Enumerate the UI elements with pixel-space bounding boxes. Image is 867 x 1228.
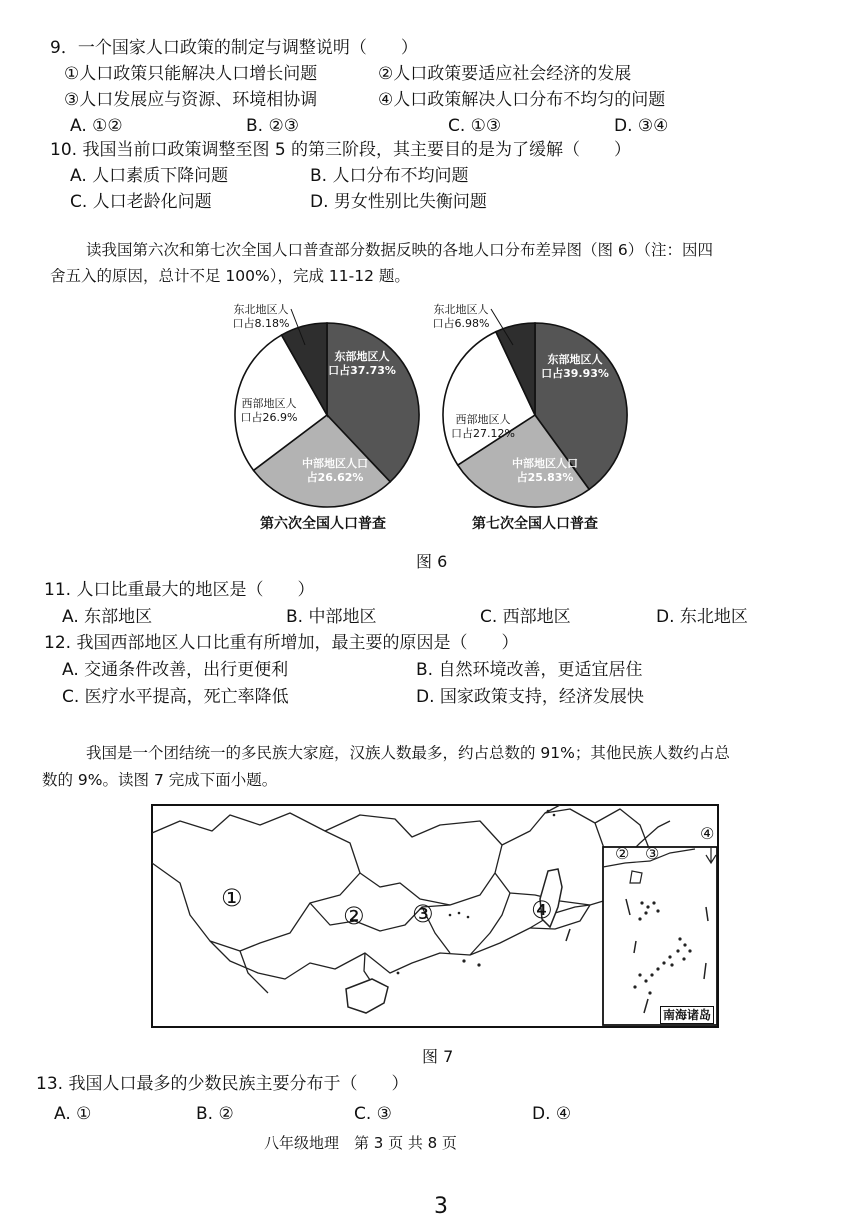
q9-option-2: ②人口政策要适应社会经济的发展	[378, 64, 632, 84]
map-region-2: ②	[343, 902, 365, 930]
q10-choice-d: D. 男女性别比失衡问题	[310, 192, 487, 212]
intro7-line2: 数的 9%。读图 7 完成下面小题。	[42, 771, 278, 789]
q10-choice-a: A. 人口素质下降问题	[70, 166, 229, 186]
pie-label-seventh-east: 东部地区人口占39.93%	[541, 353, 609, 380]
pie-label-sixth-west: 西部地区人口占26.9%	[240, 397, 298, 424]
page-number: 3	[434, 1194, 448, 1219]
q11-stem: 11. 人口比重最大的地区是（ ）	[44, 580, 315, 600]
q12-choice-d: D. 国家政策支持，经济发展快	[416, 687, 644, 707]
pie-title-sixth: 第六次全国人口普查	[260, 516, 386, 532]
inset-region-3: ③	[645, 844, 660, 863]
pie-chart-seventh-census	[433, 302, 627, 507]
q13-choice-c: C. ③	[354, 1104, 392, 1124]
q12-choice-c: C. 医疗水平提高，死亡率降低	[62, 687, 289, 707]
map-region-3: ③	[412, 900, 434, 928]
intro7-line1: 我国是一个团结统一的多民族大家庭，汉族人数最多，约占总数的 91%；其他民族人数约占总	[86, 744, 730, 762]
q10-stem: 10. 我国当前口政策调整至图 5 的第三阶段，其主要目的是为了缓解（ ）	[50, 140, 632, 160]
intro6-line1: 读我国第六次和第七次全国人口普查部分数据反映的各地人口分布差异图（图 6）（注：因四	[86, 241, 714, 259]
inset-region-2: ②	[615, 844, 630, 863]
inset-label-south-china-sea-islands: 南海诸岛	[660, 1006, 714, 1024]
q11-choice-a: A. 东部地区	[62, 607, 153, 627]
figure-7-caption: 图 7	[422, 1047, 454, 1066]
q12-choice-b: B. 自然环境改善，更适宜居住	[416, 660, 643, 680]
pie-label-seventh-west: 西部地区人口占27.12%	[451, 413, 515, 440]
map-region-4: ④	[531, 896, 553, 924]
q9-option-1: ①人口政策只能解决人口增长问题	[64, 64, 318, 84]
q9-choice-b: B. ②③	[246, 116, 299, 136]
q11-choice-b: B. 中部地区	[286, 607, 377, 627]
pie-label-sixth-east: 东部地区人口占37.73%	[328, 350, 396, 377]
q10-choice-c: C. 人口老龄化问题	[70, 192, 212, 212]
q9-choice-c: C. ①③	[448, 116, 502, 136]
q13-choice-b: B. ②	[196, 1104, 234, 1124]
q9-choice-d: D. ③④	[614, 116, 669, 136]
pie-title-seventh: 第七次全国人口普查	[472, 516, 598, 532]
map-region-1: ①	[221, 884, 243, 912]
q9-option-3: ③人口发展应与资源、环境相协调	[64, 90, 318, 110]
q12-stem: 12. 我国西部地区人口比重有所增加，最主要的原因是（ ）	[44, 633, 519, 653]
q12-choice-a: A. 交通条件改善，出行更便利	[62, 660, 289, 680]
figure-7-map	[150, 803, 730, 1033]
q13-choice-a: A. ①	[54, 1104, 92, 1124]
q13-choice-d: D. ④	[532, 1104, 572, 1124]
q13-stem: 13. 我国人口最多的少数民族主要分布于（ ）	[36, 1074, 409, 1094]
intro6-line2: 舍五入的原因，总计不足 100%），完成 11-12 题。	[50, 267, 410, 285]
q10-choice-b: B. 人口分布不均问题	[310, 166, 469, 186]
figure-6-caption: 图 6	[416, 552, 448, 571]
q9-stem: 9．一个国家人口政策的制定与调整说明（ ）	[50, 38, 418, 58]
figure-6-pie-charts	[0, 285, 867, 585]
inset-region-4: ④	[700, 824, 715, 843]
pie-chart-sixth-census	[233, 302, 419, 507]
q9-choice-a: A. ①②	[70, 116, 123, 136]
q9-option-4: ④人口政策解决人口分布不均匀的问题	[378, 90, 666, 110]
pie-label-sixth-central: 中部地区人口占26.62%	[302, 457, 368, 484]
page-footer: 八年级地理 第 3 页 共 8 页	[264, 1134, 457, 1152]
q11-choice-c: C. 西部地区	[480, 607, 571, 627]
pie-label-seventh-central: 中部地区人口占25.83%	[512, 457, 578, 484]
pie-label-seventh-northeast: 东北地区人口占6.98%	[432, 303, 490, 330]
pie-label-sixth-northeast: 东北地区人口占8.18%	[232, 303, 290, 330]
q11-choice-d: D. 东北地区	[656, 607, 748, 627]
